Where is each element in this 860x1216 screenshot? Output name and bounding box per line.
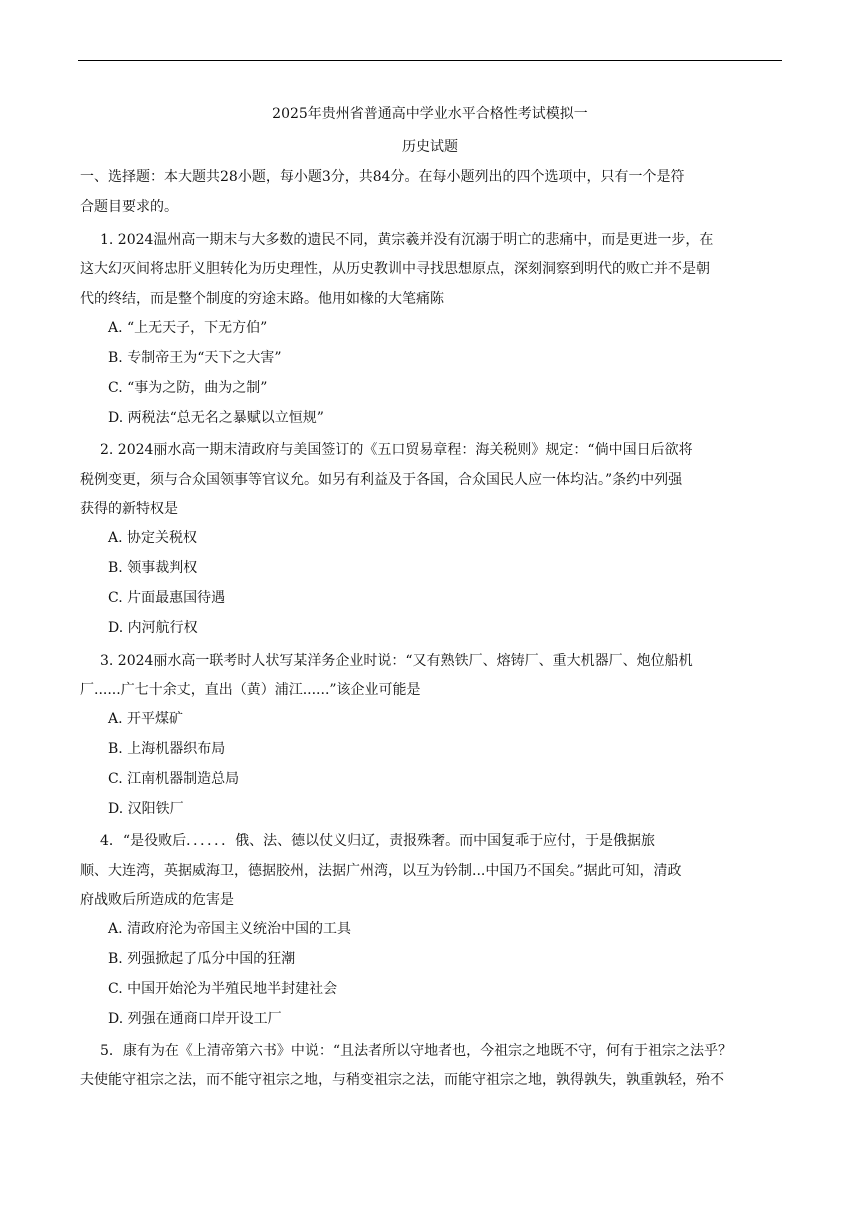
question-1-stem-line-2: 这大幻灭间将忠肝义胆转化为历史理性，从历史教训中寻找思想原点，深刻洞察到明代的败亡并不是朝 bbox=[80, 261, 710, 277]
question-3-option-a: A. 开平煤矿 bbox=[108, 711, 184, 727]
page-title: 2025年贵州省普通高中学业水平合格性考试模拟一 bbox=[272, 106, 588, 122]
question-1-option-b: B. 专制帝王为“天下之大害” bbox=[108, 350, 282, 366]
header-rule bbox=[78, 60, 782, 61]
question-2-stem-line-1: 2. 2024丽水高一期末清政府与美国签订的《五口贸易章程：海关税则》规定：“倘中国日后欲将 bbox=[100, 442, 693, 458]
section-heading-line-2: 合题目要求的。 bbox=[80, 199, 178, 215]
question-4-stem-line-1: 4．“是役败后．．．．．．俄、法、德以仗义归辽，责报殊奢。而中国复乖于应付，于是俄据旅 bbox=[100, 833, 656, 849]
question-4-option-b: B. 列强掀起了瓜分中国的狂潮 bbox=[108, 951, 296, 967]
question-3-stem-line-2: 厂......广七十余丈，直出（黄）浦江......”该企业可能是 bbox=[80, 682, 421, 698]
question-4-stem-line-3: 府战败后所造成的危害是 bbox=[80, 892, 234, 908]
question-2-stem-line-3: 获得的新特权是 bbox=[80, 501, 178, 517]
question-1-option-d: D. 两税法“总无名之暴赋以立恒规” bbox=[108, 410, 324, 426]
question-3-option-d: D. 汉阳铁厂 bbox=[108, 801, 184, 817]
question-2-option-c: C. 片面最惠国待遇 bbox=[108, 590, 226, 606]
question-5-stem-line-1: 5．康有为在《上清帝第六书》中说：“且法者所以守地者也，今祖宗之地既不守，何有于祖宗之法乎？ bbox=[100, 1043, 733, 1059]
question-4-stem-line-2: 顺、大连湾，英据威海卫，德据胶州，法据广州湾，以互为钤制...中国乃不国矣。”据此可知，清政 bbox=[80, 863, 682, 879]
question-5-stem-line-2: 夫使能守祖宗之法，而不能守祖宗之地，与稍变祖宗之法，而能守祖宗之地，孰得孰失，孰重孰轻，殆不 bbox=[80, 1072, 724, 1088]
question-3-option-c: C. 江南机器制造总局 bbox=[108, 771, 240, 787]
question-2-stem-line-2: 税例变更，须与合众国领事等官议允。如另有利益及于各国，合众国民人应一体均沾。”条约中列强 bbox=[80, 472, 683, 488]
question-4-option-c: C. 中国开始沦为半殖民地半封建社会 bbox=[108, 981, 338, 997]
question-2-option-b: B. 领事裁判权 bbox=[108, 560, 198, 576]
question-3-stem-line-1: 3. 2024丽水高一联考时人状写某洋务企业时说：“又有熟铁厂、熔铸厂、重大机器厂、炮位船机 bbox=[100, 653, 693, 669]
section-heading-line-1: 一、选择题：本大题共28小题，每小题3分，共84分。在每小题列出的四个选项中，只有一个是符 bbox=[80, 169, 685, 185]
subject-title: 历史试题 bbox=[402, 139, 458, 155]
question-3-option-b: B. 上海机器织布局 bbox=[108, 741, 226, 757]
question-1-option-c: C. “事为之防，曲为之制” bbox=[108, 380, 268, 396]
question-4-option-d: D. 列强在通商口岸开设工厂 bbox=[108, 1011, 282, 1027]
question-4-option-a: A. 清政府沦为帝国主义统治中国的工具 bbox=[108, 921, 352, 937]
question-1-stem-line-3: 代的终结，而是整个制度的穷途末路。他用如椽的大笔痛陈 bbox=[80, 291, 444, 307]
question-2-option-a: A. 协定关税权 bbox=[108, 530, 198, 546]
question-1-stem-line-1: 1. 2024温州高一期末与大多数的遗民不同，黄宗羲并没有沉溺于明亡的悲痛中，而是更进一步，在 bbox=[100, 232, 714, 248]
question-1-option-a: A. “上无天子，下无方伯” bbox=[108, 320, 268, 336]
question-2-option-d: D. 内河航行权 bbox=[108, 620, 198, 636]
